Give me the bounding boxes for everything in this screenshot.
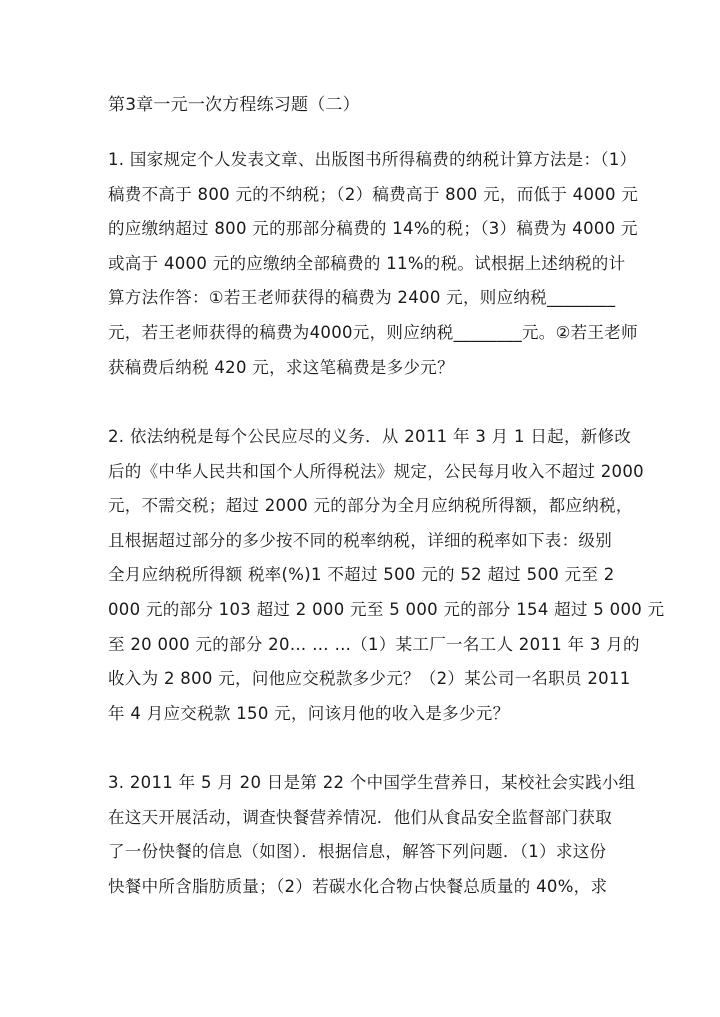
problem-1-line-2: 稿费不高于 800 元的不纳税；（2）稿费高于 800 元，而低于 4000 元 <box>108 184 639 204</box>
problem-3-line-4: 快餐中所含脂肪质量；（2）若碳水化合物占快餐总质量的 40%，求 <box>108 876 608 896</box>
problem-2-line-8: 收入为 2 800 元，问他应交税款多少元？（2）某公司一名职员 2011 <box>108 669 631 689</box>
problem-2-line-5: 全月应纳税所得额 税率(%)1 不超过 500 元的 52 超过 500 元至 2 <box>108 565 615 585</box>
problem-1-line-4: 或高于 4000 元的应缴纳全部稿费的 11%的税。试根据上述纳税的计 <box>108 253 626 273</box>
problem-2-line-3: 元，不需交税；超过 2000 元的部分为全月应纳税所得额，都应纳税， <box>108 496 633 516</box>
problem-3-line-2: 在这天开展活动，调查快餐营养情况．他们从食品安全监督部门获取 <box>108 807 612 827</box>
problem-2-line-1: 2. 依法纳税是每个公民应尽的义务．从 2011 年 3 月 1 日起，新修改 <box>108 427 632 446</box>
problem-1-line-1: 1. 国家规定个人发表文章、出版图书所得稿费的纳税计算方法是：（1） <box>108 150 637 169</box>
problem-1-line-7: 获稿费后纳税 420 元，求这笔稿费是多少元？ <box>108 357 454 377</box>
problem-3 <box>108 766 636 904</box>
problem-2-line-7: 至 20 000 元的部分 20… … …（1）某工厂一名工人 2011 年 3 月的 <box>108 634 640 654</box>
problem-2-line-9: 年 4 月应交税款 150 元，问该月他的收入是多少元？ <box>108 703 510 723</box>
problem-1-line-3: 的应缴纳超过 800 元的那部分稿费的 14%的税；（3）稿费为 4000 元 <box>108 219 638 239</box>
document-title: 第3章一元一次方程练习题（二） <box>108 95 360 115</box>
problem-2-line-4: 且根据超过部分的多少按不同的税率纳税，详细的税率如下表：级别 <box>108 530 612 550</box>
problem-1-line-6: 元，若王老师获得的稿费为4000元，则应纳税________元。②若王老师 <box>108 322 638 342</box>
problem-1-line-5: 算方法作答：①若王老师获得的稿费为 2400 元，则应纳税________ <box>108 288 616 308</box>
problem-2 <box>108 420 665 731</box>
problem-3-line-1: 3. 2011 年 5 月 20 日是第 22 个中国学生营养日，某校社会实践小组 <box>108 773 636 792</box>
problem-2-line-6: 000 元的部分 103 超过 2 000 元至 5 000 元的部分 154 超过 5 000 元 <box>108 599 665 619</box>
problem-1 <box>108 143 639 385</box>
problem-3-line-3: 了一份快餐的信息（如图）．根据信息，解答下列问题．（1）求这份 <box>108 842 607 862</box>
problem-2-line-2: 后的《中华人民共和国个人所得税法》规定，公民每月收入不超过 2000 <box>108 461 644 481</box>
